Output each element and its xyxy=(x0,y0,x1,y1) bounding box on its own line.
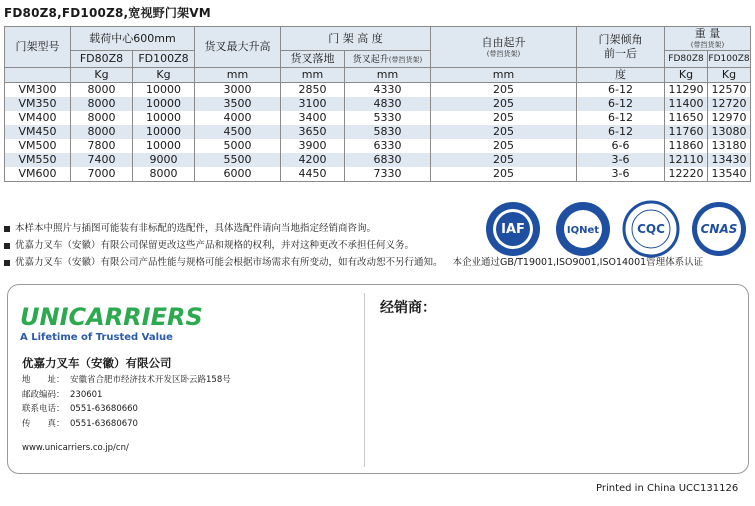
cell: 4500 xyxy=(195,125,281,139)
header-max-lift: 货叉最大升高 xyxy=(195,27,281,68)
cell: 3400 xyxy=(281,111,345,125)
table-row xyxy=(5,111,751,125)
address-label: 地 址： xyxy=(22,375,65,385)
table-row xyxy=(5,97,751,111)
cell: VM300 xyxy=(5,83,71,98)
cell: 9000 xyxy=(133,153,195,167)
company-name: 优嘉力叉车（安徽）有限公司 xyxy=(22,356,172,370)
cell: 12570 xyxy=(708,83,751,98)
cell: 12110 xyxy=(665,153,708,167)
cell: 8000 xyxy=(133,167,195,182)
cell: 12970 xyxy=(708,111,751,125)
cell: 3100 xyxy=(281,97,345,111)
unit-kg: Kg xyxy=(665,68,708,83)
cell: 205 xyxy=(431,125,577,139)
cell: 5000 xyxy=(195,139,281,153)
address-value: 安徽省合肥市经济技术开发区卧云路158号 xyxy=(70,375,231,385)
cell: 6-6 xyxy=(577,139,665,153)
cell: VM350 xyxy=(5,97,71,111)
cell: VM400 xyxy=(5,111,71,125)
cell: 11860 xyxy=(665,139,708,153)
unit-mm: mm xyxy=(345,68,431,83)
phone-value: 0551-63680660 xyxy=(70,404,138,414)
header-fork-raised xyxy=(345,51,431,68)
print-info: Printed in China UCC131126 xyxy=(596,483,739,494)
cell: 8000 xyxy=(71,111,133,125)
page-title: FD80Z8,FD100Z8,宽视野门架VM xyxy=(4,6,211,20)
note-text: 优嘉力叉车（安徽）有限公司产品性能与规格可能会根据市场需求有所变动，如有改动恕不另行通知。 xyxy=(15,257,443,268)
iqnet-logo-text: IQNet xyxy=(566,225,600,236)
iqnet-logo-icon xyxy=(554,200,612,258)
cell: 4450 xyxy=(281,167,345,182)
cell: 7000 xyxy=(71,167,133,182)
cell: 10000 xyxy=(133,83,195,98)
phone-label: 联系电话： xyxy=(22,404,65,414)
cell: 205 xyxy=(431,83,577,98)
header-weight xyxy=(665,27,751,51)
fax-line xyxy=(22,417,231,432)
note-text: 本样本中照片与插图可能装有非标配的选配件，具体选配件请向当地指定经销商咨询。 xyxy=(15,223,377,234)
header-fork-raised-label: 货叉起升 xyxy=(352,54,389,65)
bullet-icon xyxy=(4,226,10,232)
cell: 7800 xyxy=(71,139,133,153)
header-weight-note: (带挡货架) xyxy=(690,41,725,49)
header-mast-model: 门架型号 xyxy=(5,27,71,68)
unit-mm: mm xyxy=(195,68,281,83)
cell: 10000 xyxy=(133,111,195,125)
dealer-label: 经销商： xyxy=(380,300,436,316)
cell: 3-6 xyxy=(577,153,665,167)
table-row xyxy=(5,153,751,167)
cell: 10000 xyxy=(133,125,195,139)
fax-value: 0551-63680670 xyxy=(70,418,138,429)
cell: 10000 xyxy=(133,97,195,111)
table-row xyxy=(5,139,751,153)
cell: 12720 xyxy=(708,97,751,111)
header-free-lift xyxy=(431,27,577,68)
postcode-label: 邮政编码： xyxy=(22,389,65,400)
cnas-logo-text: CNAS xyxy=(700,222,738,236)
header-tilt-label: 门架倾角 xyxy=(598,33,643,46)
dealer-panel xyxy=(7,284,749,474)
cell: 205 xyxy=(431,111,577,125)
unit-kg: Kg xyxy=(133,68,195,83)
cell: 13180 xyxy=(708,139,751,153)
cell: 4330 xyxy=(345,83,431,98)
address-line xyxy=(22,373,231,388)
table-row xyxy=(5,167,751,182)
cell: 13080 xyxy=(708,125,751,139)
cell: 5330 xyxy=(345,111,431,125)
header-load-center: 载荷中心600mm xyxy=(71,27,195,51)
cell: 11290 xyxy=(665,83,708,98)
company-info xyxy=(22,373,231,431)
cell: VM500 xyxy=(5,139,71,153)
header-fd80: FD80Z8 xyxy=(71,51,133,68)
cell: 205 xyxy=(431,139,577,153)
spec-table xyxy=(4,26,751,182)
cell: VM600 xyxy=(5,167,71,182)
cell: 3650 xyxy=(281,125,345,139)
postcode-value: 230601 xyxy=(70,389,103,400)
header-weight-label: 重 量 xyxy=(694,27,721,40)
website-link[interactable]: www.unicarriers.co.jp/cn/ xyxy=(22,443,129,453)
header-tilt xyxy=(577,27,665,68)
logo-wordmark: UNICARRIERS xyxy=(20,303,203,331)
cell: 11760 xyxy=(665,125,708,139)
header-fd100: FD100Z8 xyxy=(133,51,195,68)
logo-tagline: A Lifetime of Trusted Value xyxy=(20,332,173,343)
cell: 3000 xyxy=(195,83,281,98)
unit-kg: Kg xyxy=(708,68,751,83)
note-text: 优嘉力叉车（安徽）有限公司保留更改这些产品和规格的权利，并对这种更改不承担任何义务。 xyxy=(15,240,415,251)
cell: 3500 xyxy=(195,97,281,111)
table-row xyxy=(5,125,751,139)
cell: 5830 xyxy=(345,125,431,139)
cell: 6-12 xyxy=(577,83,665,98)
header-lowered: 货叉落地 xyxy=(281,51,345,68)
cell: 205 xyxy=(431,167,577,182)
unicarriers-logo xyxy=(20,304,203,343)
cell: 7400 xyxy=(71,153,133,167)
certification-text: 本企业通过GB/T19001,ISO9001,ISO14001管理体系认证 xyxy=(452,257,704,268)
cell: 2850 xyxy=(281,83,345,98)
unit-kg: Kg xyxy=(71,68,133,83)
bullet-icon xyxy=(4,260,10,266)
cell: 6000 xyxy=(195,167,281,182)
header-weight-fd80: FD80Z8 xyxy=(665,51,708,68)
cell: VM550 xyxy=(5,153,71,167)
certification-logos xyxy=(484,200,750,258)
table-row xyxy=(5,83,751,98)
panel-divider xyxy=(364,293,365,467)
cell: 11650 xyxy=(665,111,708,125)
header-mast-height: 门 架 高 度 xyxy=(281,27,431,51)
phone-line xyxy=(22,402,231,417)
cell: 13540 xyxy=(708,167,751,182)
cell: 205 xyxy=(431,153,577,167)
cell: 205 xyxy=(431,97,577,111)
cell: 8000 xyxy=(71,97,133,111)
cqc-logo-text: CQC xyxy=(637,222,665,236)
cell: 7330 xyxy=(345,167,431,182)
cell: 5500 xyxy=(195,153,281,167)
unit-degree: 度 xyxy=(577,68,665,83)
cell: 10000 xyxy=(133,139,195,153)
cell: 8000 xyxy=(71,83,133,98)
header-free-lift-label: 自由起升 xyxy=(481,35,526,49)
cell: 6-12 xyxy=(577,125,665,139)
cnas-logo-icon xyxy=(690,200,748,258)
cell: 6330 xyxy=(345,139,431,153)
cell: 4830 xyxy=(345,97,431,111)
cell: 6-12 xyxy=(577,111,665,125)
fax-label: 传 真： xyxy=(22,418,65,429)
header-free-lift-note: (带挡货架) xyxy=(486,49,521,58)
bullet-icon xyxy=(4,243,10,249)
cell: 8000 xyxy=(71,125,133,139)
unit-empty xyxy=(5,68,71,83)
cqc-logo-icon xyxy=(622,200,680,258)
cell: 4200 xyxy=(281,153,345,167)
cell: 3900 xyxy=(281,139,345,153)
cell: 13430 xyxy=(708,153,751,167)
cell: 6830 xyxy=(345,153,431,167)
header-tilt-sub: 前一后 xyxy=(604,47,637,60)
header-weight-fd100: FD100Z8 xyxy=(708,51,751,68)
cell: 3-6 xyxy=(577,167,665,182)
iaf-logo-text: IAF xyxy=(501,222,525,237)
cell: 11400 xyxy=(665,97,708,111)
cell: VM450 xyxy=(5,125,71,139)
iaf-logo-icon xyxy=(484,200,542,258)
cell: 12220 xyxy=(665,167,708,182)
cell: 6-12 xyxy=(577,97,665,111)
header-fork-raised-note: (带挡货架) xyxy=(388,55,423,64)
cell: 4000 xyxy=(195,111,281,125)
postcode-line xyxy=(22,388,231,403)
unit-mm: mm xyxy=(281,68,345,83)
unit-mm: mm xyxy=(431,68,577,83)
